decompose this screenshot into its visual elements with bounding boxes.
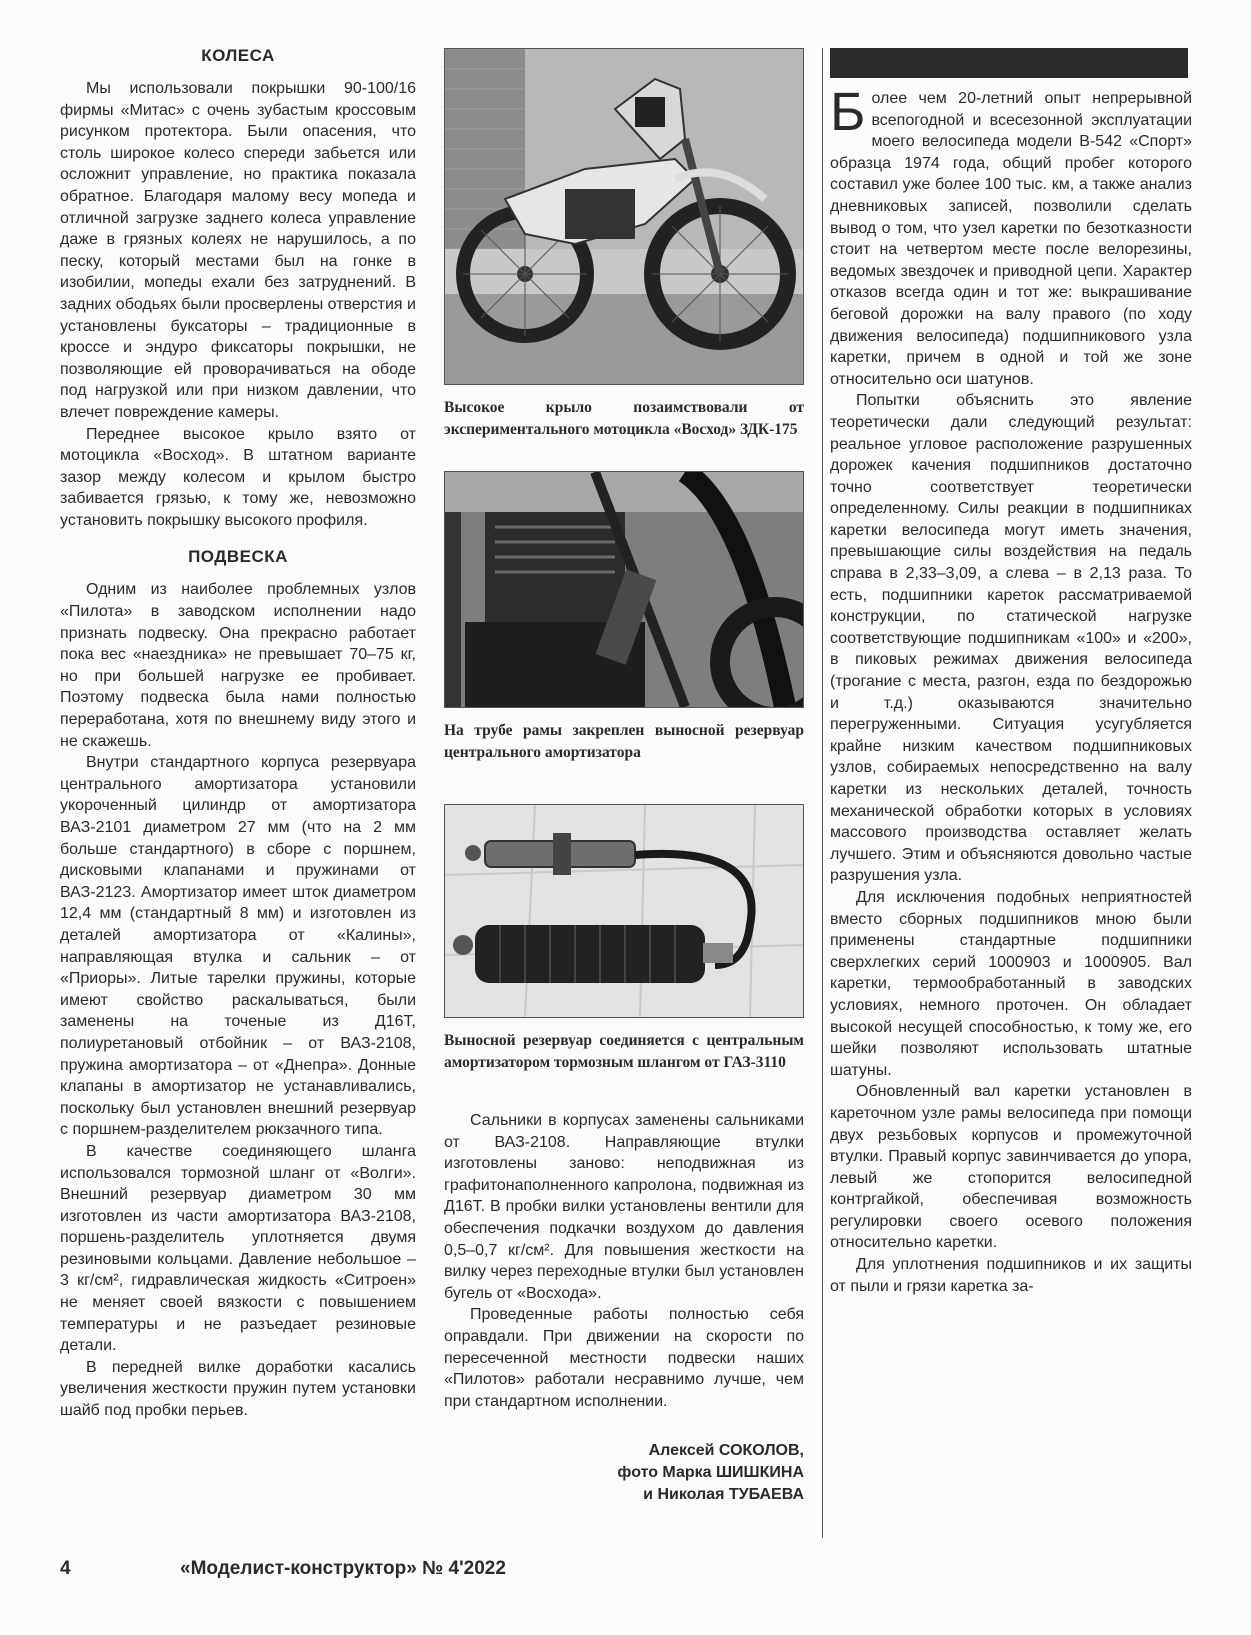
signature-line: фото Марка ШИШКИНА xyxy=(617,1464,804,1482)
signature-line: Алексей СОКОЛОВ, xyxy=(648,1442,804,1460)
photo-shock xyxy=(444,804,804,1018)
caption-shock: Выносной резервуар соединяется с центральным амортизатором тормозным шлангом от ГАЗ-3110 xyxy=(444,1032,804,1071)
author-signature xyxy=(444,1440,804,1506)
column-divider xyxy=(822,48,823,1538)
photo-reservoir xyxy=(444,471,804,708)
paragraph: Сальники в корпусах заменены сальниками от ВАЗ-2108. Направляющие втулки изготовлены заново: неподвижная из графитонаполненного капролона, подвижная из Д16Т. В пробки вилки установлены вентили для обеспечения подкачки воздухом до давления 0,5–0,7 кг/см². Для повышения жесткости на вилку через переходные втулки был установлен бугель от «Восхода». xyxy=(444,1112,804,1302)
signature-line: и Николая ТУБАЕВА xyxy=(643,1486,804,1504)
section-header-bar xyxy=(830,48,1188,78)
caption-reservoir: На трубе рамы закреплен выносной резервуар центрального амортизатора xyxy=(444,722,804,761)
paragraph: Попытки объяснить это явление теоретически дали следующий результат: реальное угловое расположение разрушенных дорожек качения подшипников достаточно точно соответствует теоретически определенному. Силы реакции в подшипниках каретки велосипеда могут иметь значения, превышающие силы воздействия на педаль справа в 2,33–3,09, а слева – в 2,13 раза. То есть, подшипники кареток рассматриваемой конструкции, по статической нагрузке соответствующие подшипникам «100» и «200», в пиковых режимах движения велосипеда (трогание с места, разгон, езда по бездорожью и т.д.) оказываются значительно перегруженными. Ситуация усугубляется крайне низким качеством подшипниковых узлов, собираемых непосредственно на валу каретки из нескольких деталей, точность механической обработки которых в условиях массового производства оставляет желать лучшего. Этим и объясняются довольно частые разрушения узла. xyxy=(830,392,1192,885)
frame-reservoir-image xyxy=(445,472,803,707)
page-footer xyxy=(60,1558,540,1580)
page-number: 4 xyxy=(60,1558,71,1579)
heading-suspension: ПОДВЕСКА xyxy=(188,547,288,567)
paragraph: Переднее высокое крыло взято от мотоцикла «Восход». В штатном варианте зазор между колесом и крылом быстро забивается грязью, к тому же, невозможно установить покрышку высокого профиля. xyxy=(60,425,416,529)
column-middle xyxy=(444,48,804,1506)
shock-absorber-image xyxy=(445,805,803,1017)
paragraph: Внутри стандартного корпуса резервуара центрального амортизатора установили укороченный цилиндр от амортизатора ВАЗ-2101 диаметром 27 мм (что на 2 мм больше стандартного) в сборе с поршнем, дисковыми клапанами и пружинами от ВАЗ-2123. Амортизатор имеет шток диаметром 12,4 мм (стандартный 8 мм) и изготовлен из деталей амортизатора от «Калины», направляющая втулка и сальник – от «Приоры». Литые тарелки пружины, которые имеют свойство раскалываться, были заменены на точеные из Д16Т, полиуретановый отбойник – от ВАЗ-2108, пружина амортизатора – от «Днепра». Донные клапаны в амортизатор не устанавливались, поскольку был установлен внешний резервуар с поршнем-разделителем рюкзачного типа. xyxy=(60,754,416,1139)
photo-motorcycle xyxy=(444,48,804,385)
motorcycle-image xyxy=(445,49,803,384)
column-left xyxy=(60,40,416,1422)
paragraph: Обновленный вал каретки установлен в кареточном узле рамы велосипеда при помощи двух резьбовых корпусов и промежуточной втулки. Правый корпус завинчивается до упора, левый же стопорится велосипедной контргайкой, обеспечивая возможность регулировки своего осевого положения относительно каретки. xyxy=(830,1083,1192,1252)
paragraph-text: олее чем 20-летний опыт непрерывной всепогодной и всесезонной эксплуатации моего велосипеда модели В-542 «Спорт» образца 1974 года, общий пробег которого составил уже более 100 тыс. км, а также анализ дневниковых записей, позволили сделать вывод о том, что узел каретки по безотказности стоит на четвертом месте после велорезины, ведомых звездочек и приводной цепи. Характер отказов всегда один и тот же: выкрашивание беговой дорожки на валу правого (по ходу движения велосипеда) подшипникового узла каретки, причем в одной и той же зоне относительно оси шатунов. xyxy=(830,90,1192,388)
paragraph: Одним из наиболее проблемных узлов «Пилота» в заводском исполнении надо признать подвеску. Она прекрасно работает пока вес «наездника» не превышает 70–75 кг, но при большей нагрузке ее пробивает. Поэтому подвеска была нами полностью переработана, хотя по внешнему виду этого и не скажешь. xyxy=(60,581,416,750)
paragraph xyxy=(830,82,1192,390)
drop-cap: Б xyxy=(830,82,866,142)
paragraph: Проведенные работы полностью себя оправдали. При движении на скорости по пересеченной местности подвески наших «Пилотов» работали несравнимо лучше, чем при стандартном исполнении. xyxy=(444,1306,804,1410)
paragraph: В качестве соединяющего шланга использовался тормозной шланг от «Волги». Внешний резервуар диаметром 30 мм изготовлен из части амортизатора ВАЗ-2108, поршень-разделитель уплотняется двумя резиновыми кольцами. Давление небольшое – 3 кг/см², гидравлическая жидкость «Ситроен» не меняет своей вязкости с повышением температуры и не разъедает резиновые детали. xyxy=(60,1142,416,1355)
caption-motorcycle: Высокое крыло позаимствовали от экспериментального мотоцикла «Восход» ЗДК-175 xyxy=(444,399,804,438)
paragraph: Мы использовали покрышки 90-100/16 фирмы «Митас» с очень зубастым кроссовым рисунком протектора. Были опасения, что столь широкое колесо спереди забьется или осложнит управление, но практика показала обратное. Благодаря малому весу мопеда и отличной загрузке заднего колеса управление даже в грязных колеях не нарушилось, а по песку, который местами был на гонке в изобилии, мопеды ехали без затруднений. В задних ободьях были просверлены отверстия и установлены буксаторы – традиционные в кроссе и эндуро фиксаторы покрышки, не позволяющие ей проворачиваться на ободе под нагрузкой или при низком давлении, что влечет повреждение камеры. xyxy=(60,80,416,421)
paragraph: В передней вилке доработки касались увеличения жесткости пружин путем установки шайб под пробки перьев. xyxy=(60,1358,416,1420)
paragraph: Для исключения подобных неприятностей вместо сборных подшипников мною были применены стандартные подшипники сверхлегких серий 1000903 и 1000905. Вал каретки, термообработанный в заводских условиях, немного проточен. Он обладает высокой несущей способностью, к тому же, его шейки позволяют использовать штатные шатуны. xyxy=(830,888,1192,1079)
magazine-title: «Моделист-конструктор» № 4'2022 xyxy=(180,1558,506,1579)
heading-wheels: КОЛЕСА xyxy=(201,46,275,65)
column-right xyxy=(830,48,1192,1297)
paragraph: Для уплотнения подшипников и их защиты от пыли и грязи каретка за- xyxy=(830,1256,1192,1295)
